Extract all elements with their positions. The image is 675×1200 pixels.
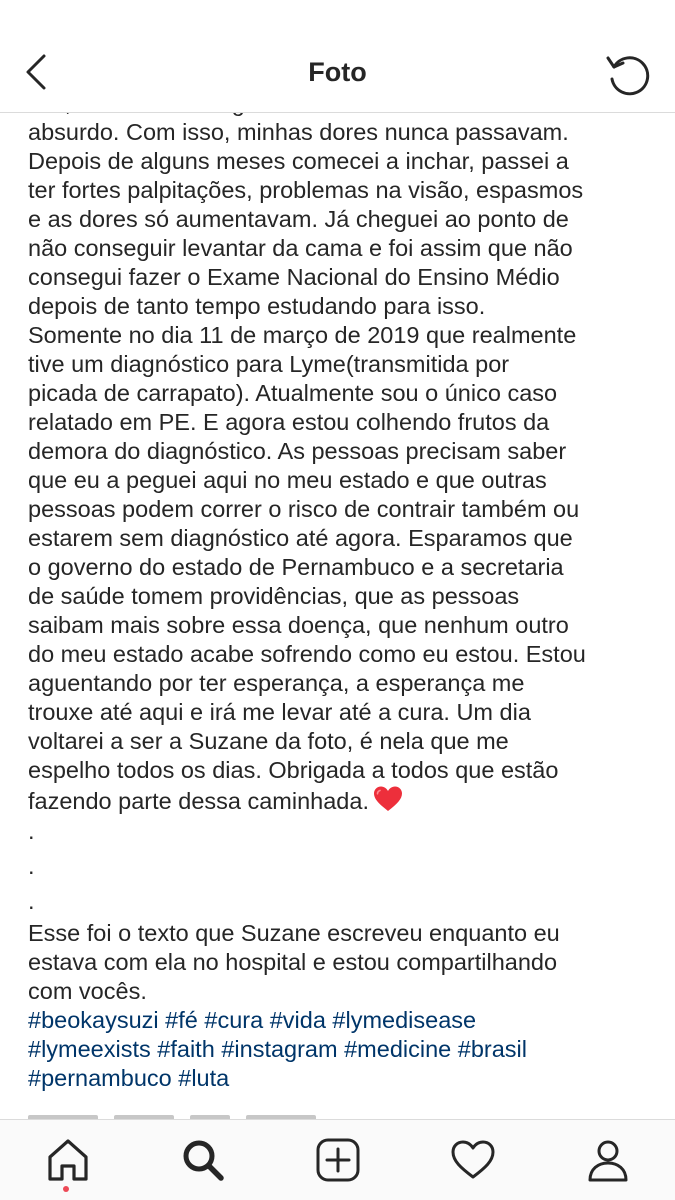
profile-icon (585, 1137, 631, 1183)
activity-dot (63, 1186, 69, 1192)
tab-home[interactable] (0, 1120, 135, 1200)
separator-dot: . (28, 853, 35, 879)
home-icon (45, 1137, 91, 1183)
caption-line: e as dores só aumentavam. Já cheguei ao ponto de (28, 206, 569, 232)
caption-line: Depois de alguns meses comecei a inchar, passei a (28, 148, 569, 174)
separator-dot: . (28, 818, 35, 844)
caption-line: relatado em PE. E agora estou colhendo frutos da (28, 409, 550, 435)
caption-line: consegui fazer o Exame Nacional do Ensino Médio (28, 264, 560, 290)
caption-line: depois de tanto tempo estudando para isso. (28, 293, 486, 319)
caption-last-text: fazendo parte dessa caminhada. (28, 788, 369, 814)
tab-search[interactable] (135, 1120, 270, 1200)
caption-line: saibam mais sobre essa doença, que nenhum outro (28, 612, 569, 638)
heart-activity-icon (450, 1137, 496, 1183)
hashtag-link[interactable]: #brasil (457, 1036, 527, 1062)
caption-line-last (28, 785, 658, 814)
post-caption-area (0, 112, 675, 1120)
add-post-icon (315, 1137, 361, 1183)
caption-line: picada de carrapato). Atualmente sou o único caso (28, 380, 558, 406)
tab-new-post[interactable] (270, 1120, 405, 1200)
hashtag-link[interactable]: #luta (178, 1065, 230, 1091)
hashtag-link[interactable]: #pernambuco (28, 1065, 172, 1091)
refresh-icon (605, 52, 651, 98)
closing-line: Esse foi o texto que Suzane escreveu enquanto eu (28, 920, 560, 946)
caption-line: que eu a peguei aqui no meu estado e que outras (28, 467, 547, 493)
caption-line: espelho todos os dias. Obrigada a todos que estão (28, 757, 559, 783)
caption-line: pessoas podem correr o risco de contrair também ou (28, 496, 580, 522)
search-icon (180, 1137, 226, 1183)
caption-line: estarem sem diagnóstico até agora. Esparamos que (28, 525, 573, 551)
hashtag-link[interactable]: #cura (204, 1007, 264, 1033)
caption-line: não conseguir levantar da cama e foi assim que não (28, 235, 573, 261)
hashtag-link[interactable]: #beokaysuzi (28, 1007, 159, 1033)
page-title: Foto (308, 57, 367, 87)
hashtag-link[interactable]: #vida (269, 1007, 326, 1033)
caption-line: de saúde tomem providências, que as pessoas (28, 583, 520, 609)
red-heart-icon (373, 785, 403, 813)
hashtag-link[interactable]: #medicine (344, 1036, 452, 1062)
hashtag-line (28, 1006, 658, 1035)
caption-line: trouxe até aqui e irá me levar até a cura. Um dia (28, 699, 531, 725)
separator-dot: . (28, 888, 35, 914)
closing-line: com vocês. (28, 978, 147, 1004)
hashtag-link[interactable]: #lymedisease (332, 1007, 477, 1033)
caption-line: tive um diagnóstico para Lyme(transmitida por (28, 351, 510, 377)
top-nav-bar (0, 0, 675, 113)
caption-line: Somente no dia 11 de março de 2019 que realmente (28, 322, 577, 348)
closing-line: estava com ela no hospital e estou compartilhando (28, 949, 558, 975)
cut-off-timestamp-line (28, 1103, 658, 1119)
hashtag-line (28, 1064, 658, 1093)
hashtag-link[interactable]: #faith (157, 1036, 215, 1062)
caption-line: do meu estado acabe sofrendo como eu estou. Estou (28, 641, 586, 667)
hashtag-link[interactable]: #lymeexists (28, 1036, 151, 1062)
caption-text (28, 89, 658, 1119)
hashtag-link[interactable]: #fé (165, 1007, 198, 1033)
hashtag-line (28, 1035, 658, 1064)
bottom-tab-bar (0, 1119, 675, 1200)
caption-line: ter fortes palpitações, problemas na visão, espasmos (28, 177, 584, 203)
caption-line: voltarei a ser a Suzane da foto, é nela que me (28, 728, 509, 754)
caption-line: demora do diagnóstico. As pessoas precisam saber (28, 438, 567, 464)
caption-line: aguentando por ter esperança, a esperança me (28, 670, 525, 696)
refresh-button[interactable] (601, 48, 655, 102)
caption-line: absurdo. Com isso, minhas dores nunca passavam. (28, 119, 569, 145)
caption-line: o governo do estado de Pernambuco e a secretaria (28, 554, 564, 580)
hashtag-link[interactable]: #instagram (221, 1036, 338, 1062)
tab-activity[interactable] (405, 1120, 540, 1200)
tab-profile[interactable] (540, 1120, 675, 1200)
